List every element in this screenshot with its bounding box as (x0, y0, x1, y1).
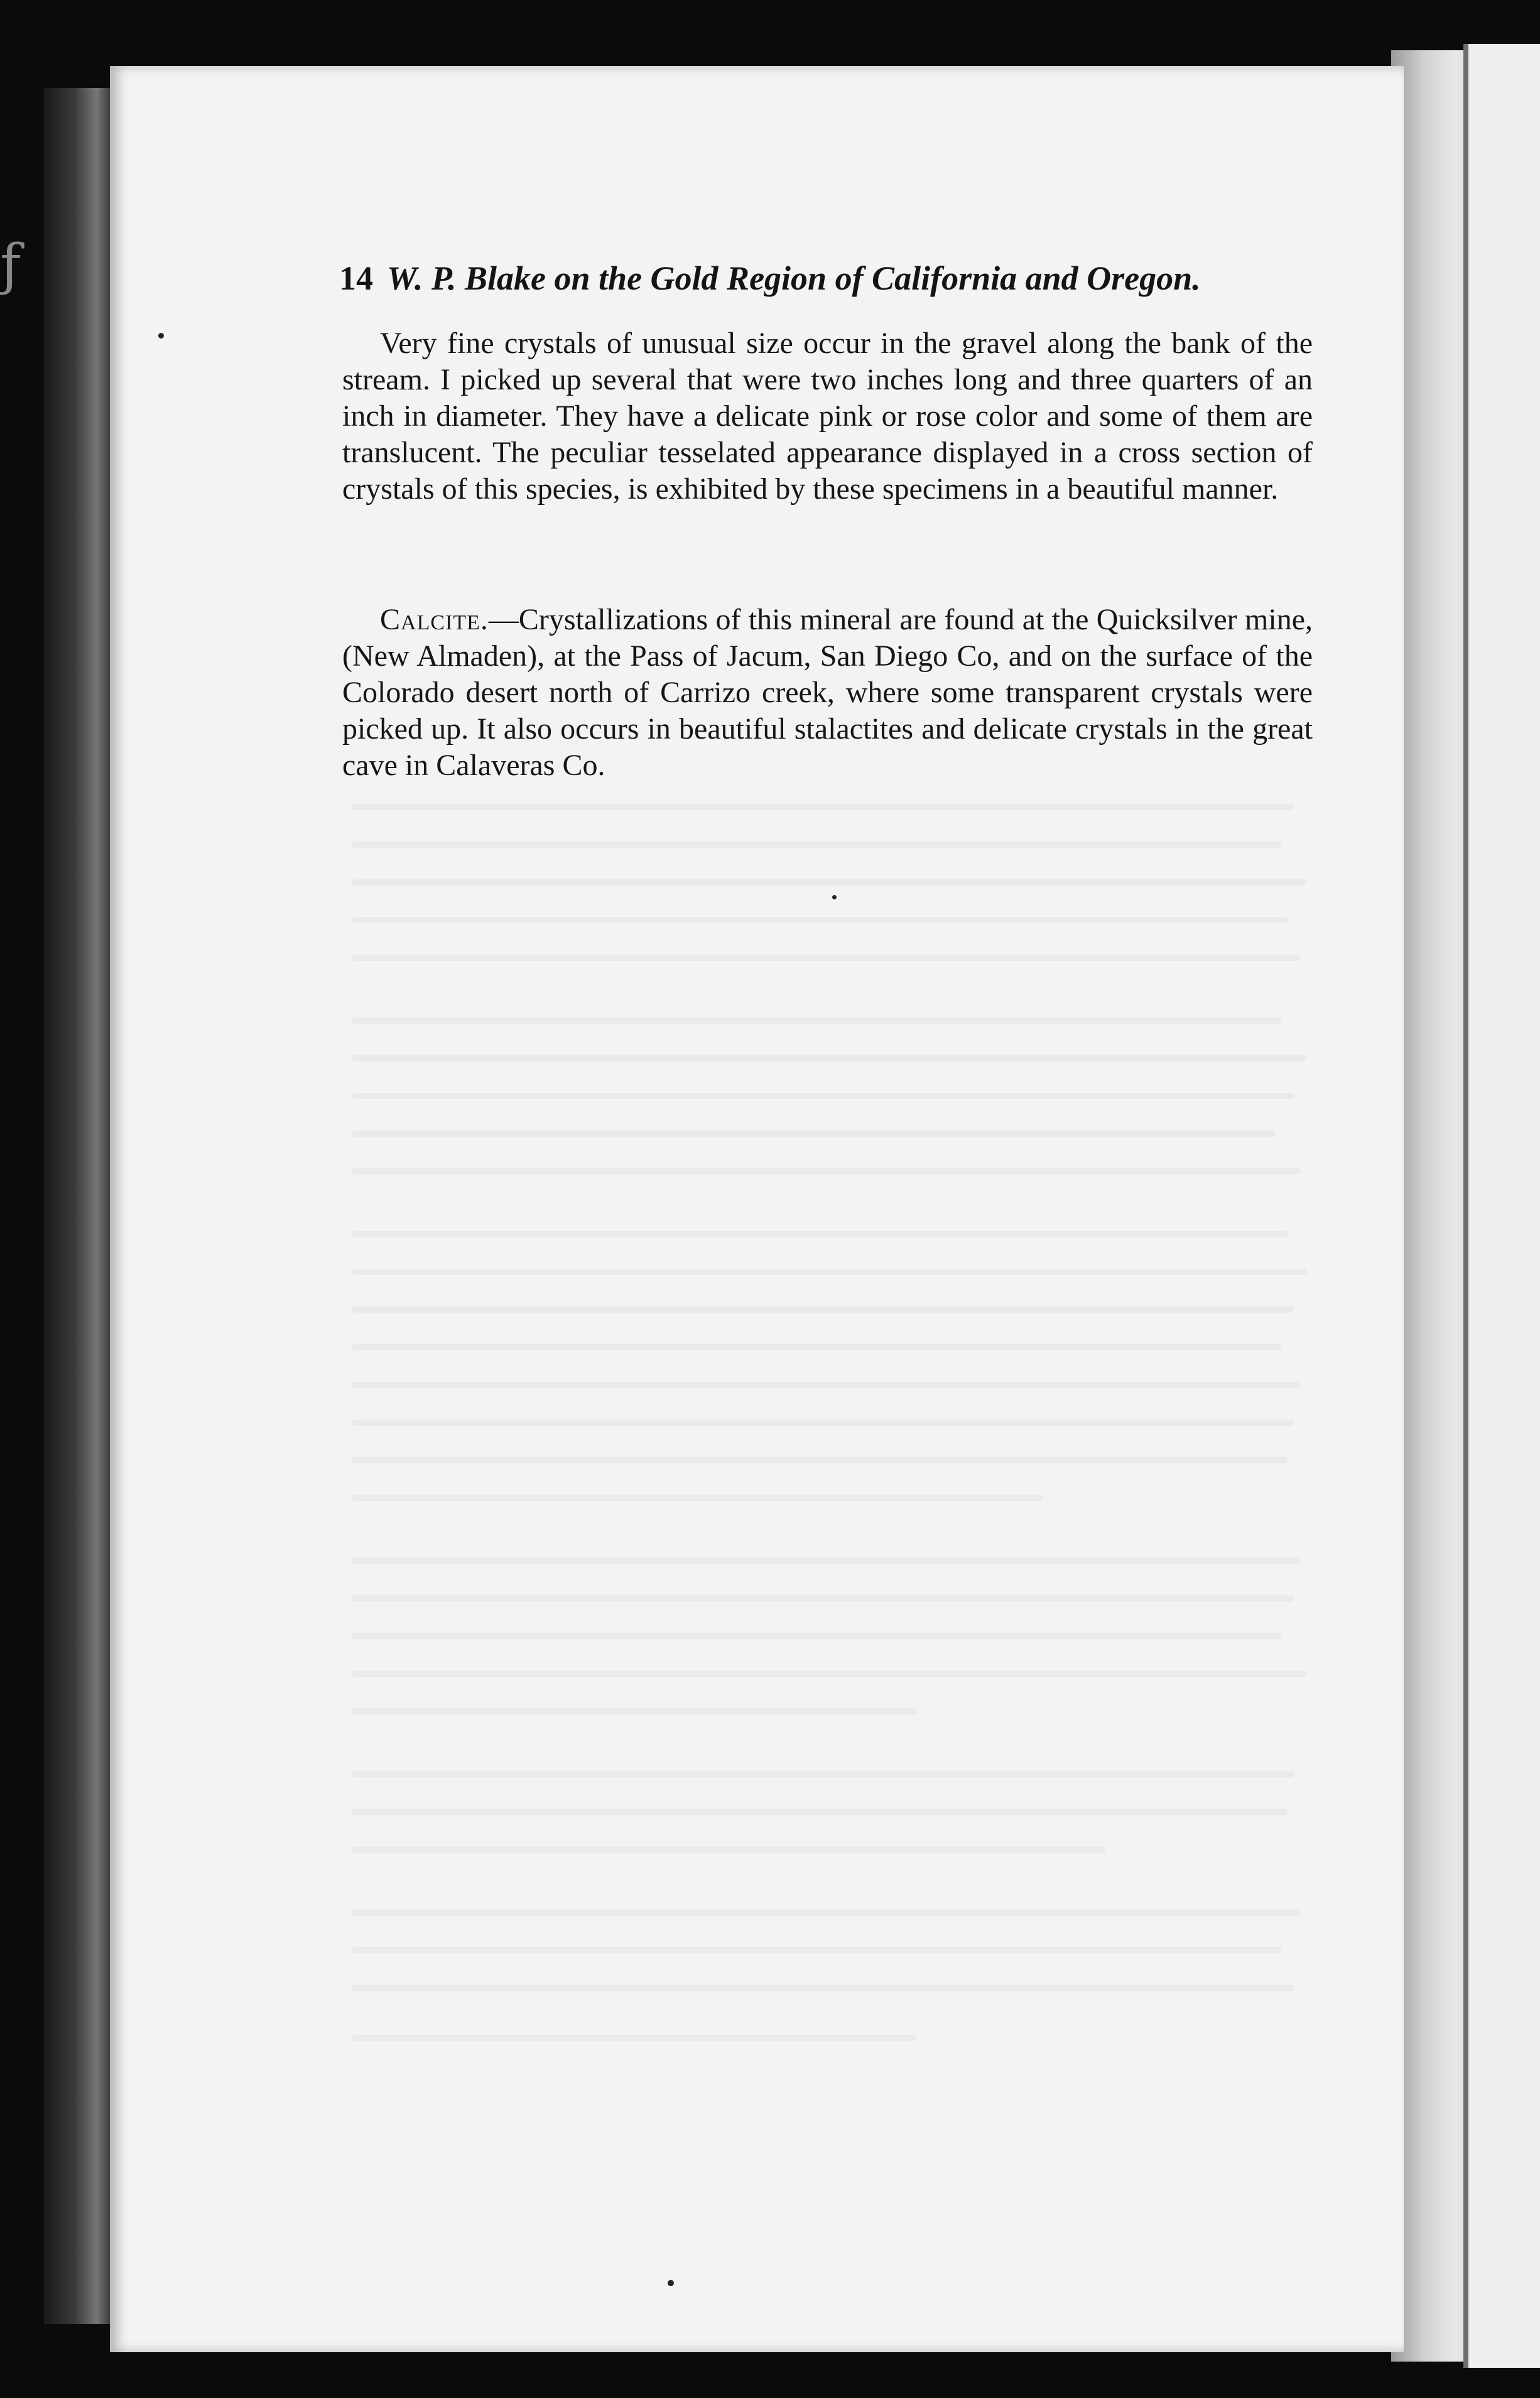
running-title: W. P. Blake on the Gold Region of California and Oregon. (387, 259, 1201, 297)
page-number: 14 (339, 259, 373, 297)
calcite-body: —Crystallizations of this mineral are found at the Quicksilver mine, (New Almaden), at the Pass of Jacum, San Diego Co, and on the surface of the Colorado desert north of Carrizo creek, where some transparent crystals were picked up. It also occurs in beautiful stalactites and delicate crystals in the great cave in Calaveras Co. (342, 603, 1313, 782)
adjacent-page-sliver (1463, 44, 1540, 2368)
ink-speck (832, 895, 837, 899)
calcite-heading: Calcite. (380, 603, 489, 636)
margin-pencil-mark: ƒ (0, 232, 21, 298)
ink-speck (158, 333, 164, 339)
running-header (339, 259, 1300, 298)
ink-speck (668, 2280, 674, 2286)
paragraph-calcite (342, 602, 1313, 784)
paragraph-crystals: Very fine crystals of unusual size occur in the gravel along the bank of the stream. I picked up several that were two inches long and three quarters of an inch in diameter. They have a delicate pink or rose color and some of them are translucent. The peculiar tesselated appearance displayed in a cross section of crystals of this species, is exhibited by these specimens in a beautiful manner. (342, 327, 1313, 506)
